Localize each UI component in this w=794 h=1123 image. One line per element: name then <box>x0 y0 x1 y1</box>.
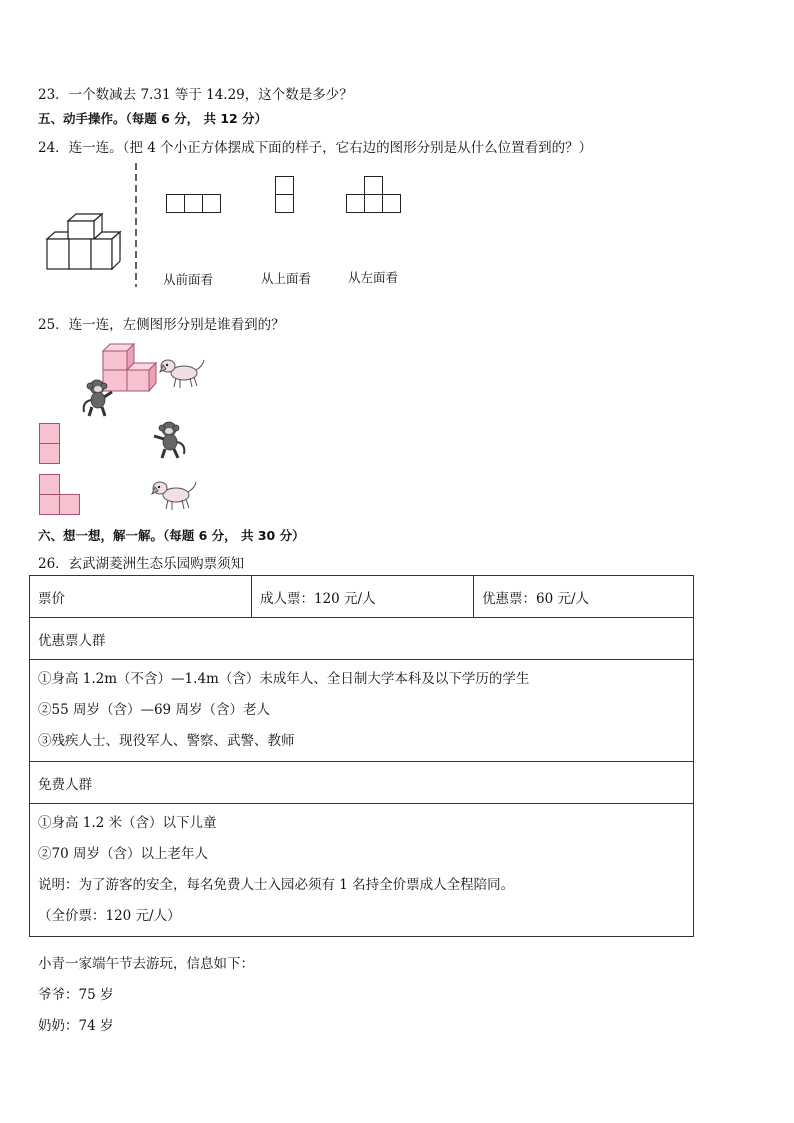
section-6-heading: 六、想一想，解一解。（每题 6 分， 共 30 分） <box>38 528 305 543</box>
caption-top: 从上面看 <box>261 271 312 286</box>
free-item: （全价票：120 元/人） <box>38 908 181 924</box>
grandpa-age: 爷爷：75 岁 <box>38 987 114 1003</box>
free-item: ①身高 1.2 米（含）以下儿童 <box>38 815 217 831</box>
question-26: 26．玄武湖菱洲生态乐园购票须知 <box>38 556 245 572</box>
discount-group-title: 优惠票人群 <box>30 618 694 660</box>
free-group-title: 免费人群 <box>30 762 694 804</box>
dog-icon-2 <box>150 478 198 512</box>
family-intro: 小青一家端午节去游玩，信息如下： <box>38 956 254 972</box>
monkey-icon <box>80 378 116 418</box>
dashed-divider <box>134 163 138 287</box>
question-25: 25．连一连，左侧图形分别是谁看到的？ <box>38 317 285 333</box>
free-item: ②70 周岁（含）以上老年人 <box>38 846 208 862</box>
discount-item: ③残疾人士、现役军人、警察、武警、教师 <box>38 733 295 749</box>
dog-icon <box>158 356 206 390</box>
free-item: 说明：为了游客的安全，每名免费人士入园必须有 1 名持全价票成人全程陪同。 <box>38 877 515 893</box>
grandma-age: 奶奶：74 岁 <box>38 1018 114 1034</box>
question-24: 24．连一连。（把 4 个小正方体摆成下面的样子，它右边的图形分别是从什么位置看到的？） <box>38 140 593 156</box>
discount-group-list <box>30 660 694 762</box>
question-23: 23．一个数减去 7.31 等于 14.29，这个数是多少？ <box>38 87 353 103</box>
price-label-cell: 票价 <box>30 576 252 618</box>
discount-item: ①身高 1.2m（不含）—1.4m（含）未成年人、全日制大学本科及以下学历的学生 <box>38 671 530 687</box>
ticket-info-table <box>29 575 694 937</box>
caption-front: 从前面看 <box>163 272 214 287</box>
adult-price-cell: 成人票：120 元/人 <box>252 576 474 618</box>
caption-left: 从左面看 <box>348 270 399 285</box>
cube-stack-figure <box>46 213 126 271</box>
section-5-heading: 五、动手操作。（每题 6 分， 共 12 分） <box>38 111 268 126</box>
discount-price-cell: 优惠票：60 元/人 <box>474 576 694 618</box>
monkey-icon-2 <box>150 420 188 460</box>
free-group-list <box>30 804 694 937</box>
discount-item: ②55 周岁（含）—69 周岁（含）老人 <box>38 702 270 718</box>
